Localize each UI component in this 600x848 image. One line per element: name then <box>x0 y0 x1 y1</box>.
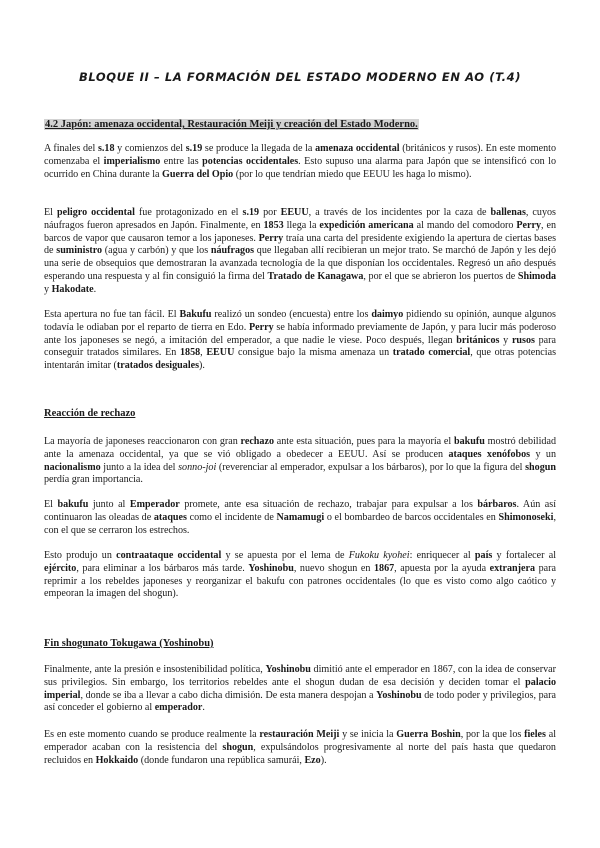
text-run: El <box>44 499 58 510</box>
text-run: se había informado previamente de Japón, y para lucir más poderoso ante los japoneses se negó, a imitación del emperador, a que nadie le viese. Poco después, llegan <box>44 321 556 346</box>
text-run: , por la que los <box>460 729 525 740</box>
text-run: y se apuesta por el lema de <box>221 550 349 561</box>
paragraph-3 <box>44 309 556 373</box>
text-run: Shimonoseki <box>498 511 554 523</box>
text-run: Namamugi <box>276 511 325 523</box>
text-run: 1858 <box>179 347 201 359</box>
text-run: sonno-joi <box>178 461 217 473</box>
text-run: junto al <box>88 499 130 510</box>
text-run: , cuyos náufragos fueron apresados en Japón. Finalmente, en <box>44 207 556 231</box>
paragraph-8 <box>44 729 556 767</box>
text-run: A finales del <box>44 143 98 154</box>
text-run: s.19 <box>242 207 260 218</box>
text-run: 1867 <box>373 562 395 574</box>
text-run: fue protagonizado en el <box>134 207 243 218</box>
text-run: imperialismo <box>103 155 161 167</box>
paragraph-1 <box>44 143 556 181</box>
text-run: El <box>44 207 58 218</box>
text-run: nacionalismo <box>44 461 101 473</box>
text-run: y <box>499 334 512 346</box>
text-run: shogun <box>525 461 556 473</box>
text-run: país <box>474 550 493 561</box>
text-run: entre las <box>160 155 203 167</box>
text-run: , donde se iba a llevar a cabo dicha dimisión. De esta manera despojan a <box>80 689 377 701</box>
text-run: Yoshinobu <box>248 562 294 574</box>
text-run: fieles <box>524 729 546 740</box>
text-run: se produce la llegada de la <box>202 143 316 154</box>
text-run: junto a la idea del <box>100 461 179 473</box>
text-run: s.18 <box>97 143 115 154</box>
text-run: rusos <box>511 334 535 346</box>
text-run: llega la <box>283 219 320 231</box>
text-run: para conseguir tratados similares. En <box>44 334 557 359</box>
text-run: al mando del comodoro <box>413 219 517 231</box>
text-run: daimyo <box>371 309 404 320</box>
text-run: . <box>202 702 205 714</box>
text-run: traía una carta del presidente exigiendo la apertura de ciertas bases de <box>44 232 557 257</box>
text-run: Bakufu <box>179 309 212 320</box>
text-run: extranjera <box>489 562 536 574</box>
paragraph-4 <box>44 436 556 487</box>
text-run: , con el que se cerraron los estrechos. <box>44 511 556 536</box>
text-run: : enriquecer al <box>409 550 475 561</box>
text-run: bakufu <box>57 499 89 510</box>
text-run: ). <box>320 754 327 766</box>
document-title: BLOQUE II – LA FORMACIÓN DEL ESTADO MODERNO EN AO (T.4) <box>78 70 522 84</box>
text-run: pidiendo su opinión, aunque algunos todavía le odiaban por el reparto de tierra en Edo. <box>44 309 556 333</box>
text-run: . Esto supuso una alarma para Japón que se intensificó con lo ocurrido en China durante la <box>44 155 557 180</box>
text-run: bakufu <box>453 436 485 447</box>
text-run: , apuesta por la ayuda <box>394 562 490 574</box>
text-run: s.19 <box>185 143 203 154</box>
text-run: y <box>44 283 52 295</box>
text-run: potencias occidentales <box>202 155 299 167</box>
text-run: Hakodate <box>51 283 94 295</box>
text-run: mostró debilidad ante la amenaza occidental, ya que se vió obligado a obedecer a EEUU. Así se producen <box>44 436 556 460</box>
text-run: (reverenciar al emperador, expulsar a los bárbaros), por lo que la figura del <box>216 461 526 473</box>
text-run: o el bombardeo de barcos occidentales en <box>324 511 499 523</box>
text-run: Yoshinobu <box>376 689 422 701</box>
text-run: promete, ante esa situación de rechazo, trabajar para expulsar a los <box>179 499 478 510</box>
text-run: Finalmente, ante la presión e insostenibilidad política, <box>44 664 266 675</box>
text-run: (británicos y rusos). En este momento comenzaba el <box>44 143 557 167</box>
text-run: shogun <box>222 741 254 753</box>
text-run: Ezo <box>304 754 321 766</box>
text-run: rechazo <box>240 436 274 447</box>
text-run: 1853 <box>263 219 284 231</box>
text-run: y fortalecer al <box>492 550 557 561</box>
text-run: bárbaros <box>477 499 517 510</box>
heading-reaccion: Reacción de rechazo <box>44 408 136 419</box>
paragraph-6 <box>44 550 556 601</box>
text-run: Esta apertura no fue tan fácil. El <box>44 309 180 320</box>
text-run: realizó un sondeo (encuesta) entre los <box>211 309 372 320</box>
text-run: británicos <box>456 334 500 346</box>
text-run: ballenas <box>490 207 526 218</box>
paragraph-7 <box>44 664 556 715</box>
text-run: peligro occidental <box>57 207 135 218</box>
text-run: Esto produjo un <box>44 550 117 561</box>
text-run: ante esta situación, pues para la mayoría el <box>274 436 454 447</box>
text-run: , por el que se abrieron los puertos de <box>363 270 518 282</box>
text-run: Guerra Boshin <box>396 729 461 740</box>
text-run: náufragos <box>210 245 255 257</box>
text-run: Es en este momento cuando se produce realmente la <box>44 729 260 740</box>
text-run: EEUU <box>280 207 309 218</box>
text-run: La mayoría de japoneses reaccionaron con gran <box>44 436 241 447</box>
text-run: y comienzos del <box>114 143 186 154</box>
text-run: ataques xenófobos <box>448 448 531 460</box>
text-run: emperador <box>154 702 203 714</box>
heading-fin-shogunato: Fin shogunato Tokugawa (Yoshinobu) <box>44 638 214 649</box>
text-run: Emperador <box>129 499 180 510</box>
text-run: Shimoda <box>517 270 556 282</box>
text-run: contraataque occidental <box>116 550 222 561</box>
text-run: y un <box>530 448 556 460</box>
text-run: para reprimir a los rebeldes japoneses y reorganizar el bakufu con patrones occidentales (lo que es visto como algo caótico y empeoran la imagen del shogun). <box>44 562 556 600</box>
text-run: Perry <box>258 232 284 244</box>
text-run: , a través de los incidentes por la caza de <box>308 207 491 218</box>
text-run: . <box>93 283 97 295</box>
text-run: EEUU <box>206 347 235 359</box>
text-run: amenaza occidental <box>315 143 400 154</box>
text-run: y se inicia la <box>339 729 397 740</box>
text-run: Guerra del Opio <box>162 168 234 180</box>
text-run: expedición americana <box>319 219 414 231</box>
text-run: Fukoku kyohei <box>348 550 410 561</box>
text-run: Yoshinobu <box>265 664 311 675</box>
text-run: tratados desiguales <box>116 360 200 372</box>
text-run: (por lo que tendrían miedo que EEUU les haga lo mismo). <box>233 168 472 180</box>
text-run: . Aún así continuaron las oleadas de <box>44 499 557 523</box>
text-run: , nuevo shogun en <box>293 562 374 574</box>
section-heading: 4.2 Japón: amenaza occidental, Restauración Meiji y creación del Estado Moderno. <box>45 119 418 130</box>
text-run: tratado comercial <box>392 347 471 359</box>
text-run: ataques <box>153 511 187 523</box>
text-run: suministro <box>56 245 103 257</box>
text-run: ). <box>199 360 205 372</box>
text-run: como el incidente de <box>186 511 277 523</box>
text-run: ejército <box>44 562 77 574</box>
text-run: restauración Meiji <box>259 729 340 740</box>
text-run: Tratado de Kanagawa <box>267 270 364 282</box>
text-run: palacio imperial <box>44 676 556 701</box>
text-run: Hokkaido <box>95 754 139 766</box>
text-run: dimitió ante el emperador en 1867, con la idea de conservar sus privilegios. Sin embargo, los territorios rebeldes ante el shogun dudan de esa decisión y deciden tomar el <box>44 664 557 688</box>
text-run: Perry <box>249 321 274 333</box>
text-run: , que otras potencias intentarán imitar ( <box>44 347 556 372</box>
text-run: , en barcos de vapor que causaron temor a los japoneses. <box>44 219 556 244</box>
text-run: que llegaban allí recibieran un mejor trato. Se marchó de Japón y les dejó una serie de obsequios que demostraran la avanzada tecnología de la que disponían los occidentales. Regresó un año después esperando una respuesta y al fin consiguió la firma del <box>44 245 556 282</box>
text-run: perdía gran importancia. <box>44 474 143 486</box>
text-run: , <box>200 347 207 359</box>
text-run: Perry <box>516 219 542 231</box>
text-run: consigue bajo la misma amenaza un <box>234 347 393 359</box>
text-run: , expulsándolos progresivamente al norte del país hasta que quedaron recluidos en <box>44 741 556 766</box>
text-run: al emperador acaban con la resistencia del <box>44 729 557 753</box>
text-run: (agua y carbón) y que los <box>102 245 211 257</box>
text-run: de todo poder y privilegios, para así conceder el gobierno al <box>44 689 556 714</box>
text-run: (donde fundaron una república samurái, <box>138 754 305 766</box>
text-run: , para eliminar a los bárbaros más tarde. <box>76 562 249 574</box>
paragraph-2 <box>44 207 556 297</box>
text-run: por <box>259 207 281 218</box>
paragraph-5 <box>44 499 556 537</box>
